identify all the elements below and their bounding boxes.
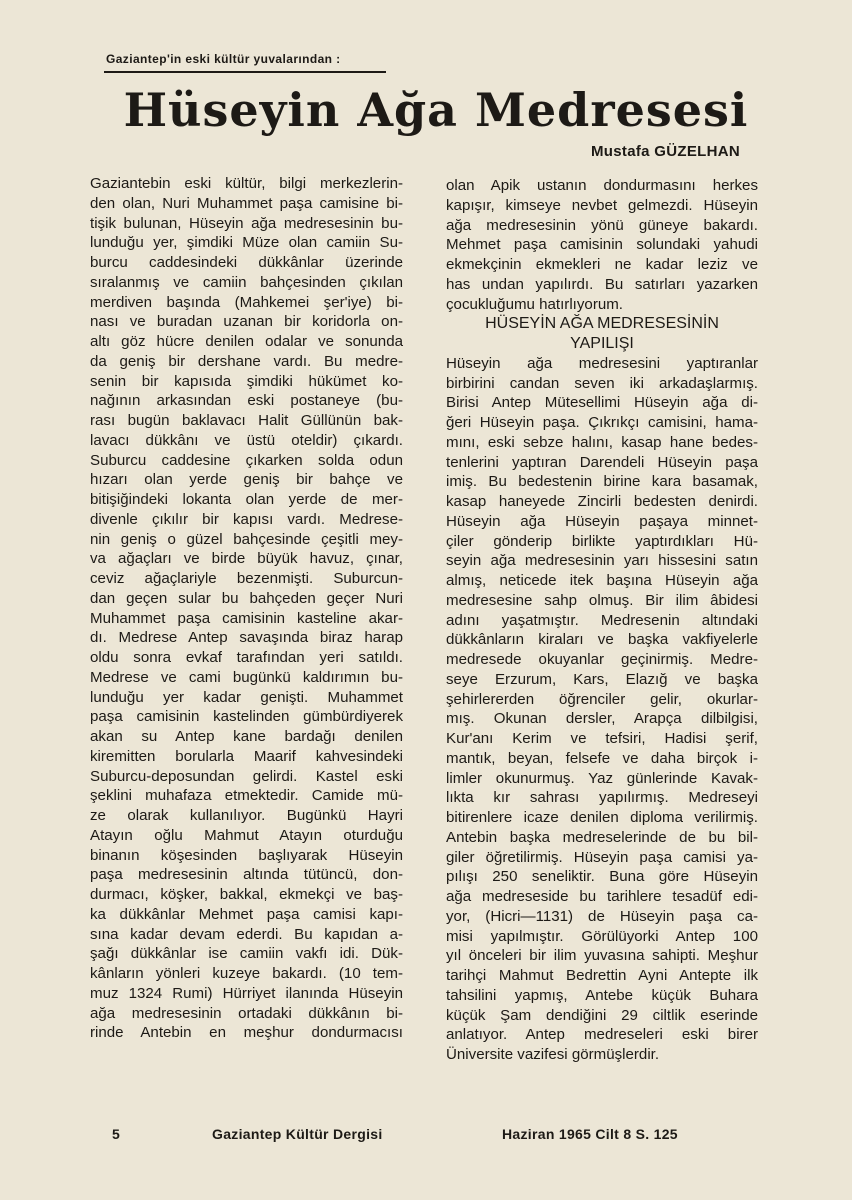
page-number: 5	[112, 1126, 121, 1142]
text-line: divenle çıkılır bir kapısı vardı. Medrese-	[90, 510, 403, 528]
text-line: ğeri Hüseyin paşa. Çıkrıkçı camisini, hama-	[446, 414, 758, 431]
text-line: Hüseyin ağa medresesini yaptıranlar	[446, 354, 758, 372]
text-line: yıl önceleri bir ilim yuvasına sahipti. Meşhur	[446, 947, 758, 965]
text-line: dan geçen sular bu bahçeden geçer Nuri	[90, 589, 403, 607]
text-line: seyin ağa medresesinin yarı hissesini satın	[446, 552, 758, 570]
text-line: birbirini candan seven iki arkadaşlarmış.	[446, 374, 758, 392]
text-line: mış. Okunan dersler, Arapça dilbilgisi,	[446, 710, 758, 728]
right-column	[446, 176, 758, 1065]
text-line: adını yaşatmıştır. Medresenin altındaki	[446, 611, 758, 629]
text-line: yor, (Hicri—1131) de Hüseyin paşa ca-	[446, 907, 758, 925]
text-line: şehirlererden öğrenciler gelir, okurlar-	[446, 690, 758, 708]
text-line: çocukluğumu hatırlıyorum.	[446, 295, 624, 313]
text-line: bitişiğindeki lokanta olan yerde de mer-	[90, 491, 403, 508]
right-column-intro	[446, 176, 758, 314]
text-line: paşa medresesinin altında tütüncü, don-	[90, 866, 403, 884]
issue-info: Haziran 1965 Cilt 8 S. 125	[502, 1126, 678, 1142]
text-line: ka dükkânlar Mehmet paşa camisi kapı-	[90, 905, 403, 923]
text-line: olan Apik ustanın dondurmasını herkes	[446, 177, 758, 194]
text-line: misi yapılmıştır. Görülüyorki Antep 100	[446, 927, 758, 945]
text-line: ağa medresesinin yönü güneye bakardı.	[446, 216, 758, 234]
text-line: pılışı 250 seneliktir. Buna göre Hüseyin	[446, 868, 758, 886]
text-line: lunduğu yer, şimdiki Müze olan camiin Su-	[90, 234, 403, 252]
text-line: çiler gönderip birlikte yaptırdıkları Hü-	[446, 532, 758, 550]
text-line: kapışır, kimseye nevbet gelmezdi. Hüseyin	[446, 196, 758, 214]
text-line: Suburcu-deposundan gelirdi. Kastel eski	[90, 767, 403, 785]
text-line: lunduğu yer kadar genişti. Muhammet	[90, 688, 403, 706]
section-heading	[446, 314, 758, 354]
text-line: şağı dükkânlar ise camiin vakfı idi. Dük-	[90, 945, 403, 963]
text-line: YAPILIŞI	[570, 335, 634, 352]
text-line: küçük Şam dendiğini 29 ciltlik eserinde	[446, 1006, 758, 1024]
text-line: nağının arkasından eski postaneye (bu-	[90, 392, 403, 410]
text-line: paşa camisinin kastelinden gümbürdiyerek	[90, 708, 403, 726]
text-line: tahsilini yapmış, Antebe küçük Buhara	[446, 986, 758, 1004]
text-line: durmacı, köşker, bakkal, ekmekçi ve baş-	[90, 886, 403, 903]
text-line: ceviz ağaçlariyle bezenmişti. Suburcun-	[90, 570, 403, 587]
text-line: burcu caddesindeki dükkânlar üzerinde	[90, 254, 403, 271]
text-line: limler okunurmuş. Yaz günlerinde Kavak-	[446, 769, 758, 787]
article-title: Hüseyin Ağa Medresesi	[123, 83, 749, 137]
text-line: Hüseyin ağa Hüseyin paşaya minnet-	[446, 512, 758, 530]
text-line: mantık, beyan, felsefe ve daha birçok i-	[446, 749, 758, 767]
text-line: da geniş bir dershane vardı. Bu medre-	[90, 352, 403, 370]
text-line: Muhammet paşa camisinin kasteline akar-	[90, 609, 403, 627]
text-line: kasap haneyede Zincirli bedesten denirdi.	[446, 493, 758, 510]
kicker: Gaziantep'in eski kültür yuvalarından :	[106, 52, 341, 66]
text-line: almış, neticede itek başına Hüseyin ağa	[446, 572, 758, 589]
text-line: hızarı olan yerde geniş bir bahçe ve	[90, 471, 403, 489]
text-line: ağa medreseside bu tarihlere tesadüf edi-	[446, 888, 758, 905]
text-line: Kur'anı Kerim ve tefsiri, Hadisi şerif,	[446, 730, 758, 747]
text-line: ağa medresesinin ortadaki dükkânın bi-	[90, 1004, 403, 1022]
text-line: altı göz hücre denilen odalar ve sonunda	[90, 333, 403, 350]
magazine-name: Gaziantep Kültür Dergisi	[212, 1126, 383, 1142]
text-line: Gaziantebin eski kültür, bilgi merkezlerin-	[90, 175, 403, 192]
text-line: binanın köşesinden başlıyarak Hüseyin	[90, 846, 403, 864]
text-line: giler öğretilirmiş. Hüseyin paşa camisi ya-	[446, 848, 758, 866]
text-line: Üniversite vazifesi görmüşlerdir.	[446, 1046, 660, 1063]
text-line: sına kadar devam ederdi. Bu kapıdan a-	[90, 925, 403, 943]
text-line: bitirenlere icaze denilen diploma verilirmiş.	[446, 809, 758, 826]
text-line: merdiven başında (Mahkemei şer'iye) bi-	[90, 293, 403, 311]
text-line: akan su Antep kane bardağı denilen	[90, 728, 403, 745]
text-line: lavacı dükkânı ve üstü oteldir) çıkardı.	[90, 431, 403, 449]
right-column-body	[446, 354, 758, 1065]
text-line: senin bir kapısıda şimdiki hükümet ko-	[90, 372, 403, 390]
text-line: mını, eski sebze halını, kasap hane bedes-	[446, 433, 758, 451]
text-line: lıkta kır sahrası yapılırmış. Medreseyi	[446, 789, 758, 807]
text-line: nin geniş o güzel bahçesinde çeşitli mey-	[90, 530, 403, 548]
text-line: nası ve buradan uzanan bir koridorla on-	[90, 313, 403, 331]
text-line: Antebin başka medreselerinde de bu bil-	[446, 828, 758, 846]
text-line: ze olarak kullanılıyor. Bugünkü Hayri	[90, 807, 403, 824]
text-line: va ağaçları ve birde büyük havuz, çınar,	[90, 550, 403, 568]
text-line: ekmekçinin ekmekleri ne kadar leziz ve	[446, 256, 758, 273]
text-line: muz 1324 Rumi) Hürriyet ilanında Hüseyin	[90, 984, 403, 1002]
text-line: rinde Antebin en meşhur dondurmacısı	[90, 1024, 403, 1042]
text-line: kânların yönleri kuzeye bakardı. (10 tem-	[90, 965, 403, 982]
text-line: dı. Medrese Antep savaşında biraz harap	[90, 629, 403, 647]
text-line: tarihçi Mahmut Bedrettin Ayni Antepte ilk	[446, 967, 758, 984]
text-line: Suburcu caddesine çıkarken solda odun	[90, 451, 403, 469]
text-line: tişik bulunan, Hüseyin ağa medresesinin bu-	[90, 214, 403, 232]
text-line: imiş. Bu bedestenin birine kara basamak,	[446, 473, 758, 491]
text-line: kiremitten borularla Maarif kahvesindeki	[90, 747, 403, 765]
text-line: anlatıyor. Antep medreseleri eski birer	[446, 1026, 758, 1044]
text-line: HÜSEYİN AĞA MEDRESESİNİN	[485, 315, 719, 333]
text-line: sıralanmış ve camiin bahçesinden çıkılan	[90, 273, 403, 291]
author-name: Mustafa GÜZELHAN	[591, 143, 740, 160]
text-line: dükkânların kiraları ve başka vakfiyelerle	[446, 631, 758, 649]
text-line: medresesine sahp olmuş. Bir ilim âbidesi	[446, 591, 758, 609]
kicker-underline	[104, 71, 386, 73]
text-line: den olan, Nuri Muhammet paşa camisine bi-	[90, 194, 403, 212]
text-line: rası bugün baklavacı Halit Güllünün bak-	[90, 412, 403, 429]
text-line: oldu sonra evkaf tarafından yeri satıldı.	[90, 649, 403, 666]
text-line: şeklini muhafaza etmektedir. Camide mü-	[90, 787, 403, 805]
text-line: tenlerini yaptıran Darendeli Hüseyin paşa	[446, 453, 758, 471]
text-line: medresede okuyanlar geçinirmiş. Medre-	[446, 651, 758, 668]
text-line: Birisi Antep Mütesellimi Hüseyin ağa di-	[446, 394, 758, 412]
text-line: Mehmet paşa camisinin solundaki yahudi	[446, 236, 758, 254]
left-column	[90, 174, 403, 1043]
text-line: Atayın oğlu Mahmut Atayın oturduğu	[90, 826, 403, 844]
text-line: Medrese ve cami bugünkü kaldırımın bu-	[90, 668, 403, 686]
text-line: has undan yapılırdı. Bu satırları yazarken	[446, 275, 758, 293]
text-line: seye Erzurum, Kars, Elazığ ve başka	[446, 670, 758, 688]
